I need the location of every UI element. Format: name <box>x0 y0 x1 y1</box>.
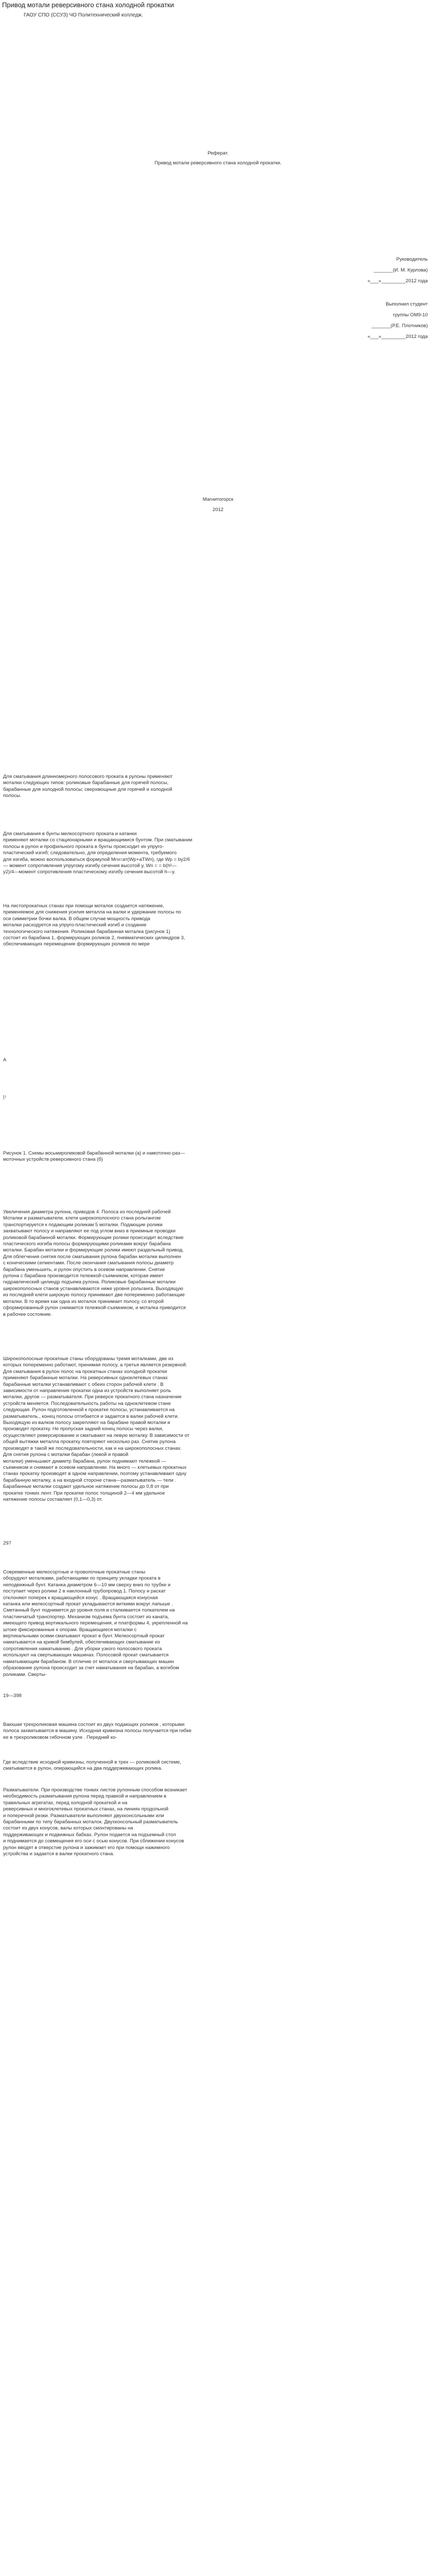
text-line: с конически​ми​ сегментами. После окончания сматывания полосы диаметр <box>3 1260 174 1266</box>
text-line: вертикальными осями сматывают прокат в бунт. Мелкосортный прокат <box>3 1633 165 1639</box>
text-line: рулона с барабана производится тележкой-съемником, которая имеет <box>3 1273 164 1279</box>
text-line: для изгиба, можно воспользоваться формулой Mгн=ат(Wp+aTWn), где Wр = by2/6 <box>3 856 190 862</box>
text-line: следующая. Рулон подготовленной к прокатке полосы, устанавливается на <box>3 1407 175 1413</box>
text-line: моталки. В то время как одна из моталок принимает полосу, со второй <box>3 1298 164 1304</box>
text-line: применяют моталки со стационарными и вращающимися бунтом. При сматывании <box>3 837 193 843</box>
text-line: производят в такой же последовательности, как и на широкополосных станах. <box>3 1445 182 1451</box>
text-line: барабанными по типу барабанных моталок. Двухконсольный разматыватель <box>3 1819 178 1825</box>
text-line: полоса захватывается в машину. Исходная кривизна полосы получается при гибке <box>3 1728 191 1734</box>
text-line: Для сматывания в бунты мелкосортного проката и катанки <box>3 831 137 837</box>
student-role: Выполнил студент <box>386 301 428 307</box>
text-line: используют на свертывающих машинах. Полосовой прокат сматывается <box>3 1652 169 1658</box>
student-name: _______(Р.Е. Плотников) <box>371 323 428 329</box>
supervisor-role: Руководитель <box>396 257 428 262</box>
year: 2012 <box>212 507 224 513</box>
text-line: моточных устройств реверсивного стана (б) <box>3 1157 103 1163</box>
text-line: обеспечивающих перемещение формирующих роликов по мере <box>3 941 150 947</box>
paragraph-5 <box>3 1356 433 1503</box>
text-line: Для облегчения снятия после сматывания рулона барабан моталки выполнен <box>3 1253 181 1260</box>
text-line: катанка или мелкосортный прокат укладываются виткими вокруг лапыше . <box>3 1601 173 1607</box>
text-line: сопротивления наматыванию . Для уборки узкого полосового проката <box>3 1646 162 1652</box>
text-line: зависимости от направления прокатки одна из устройств выполняет роль <box>3 1388 171 1394</box>
org-line: ГАОУ СПО (ССУЗ) ЧО Политехнический колледж. <box>24 12 143 18</box>
text-line: и поперечной резки. Разматыватели выполняют двухконсольными или <box>3 1812 164 1819</box>
text-line: производят прокатку. Не пропуская задний конец полосы через валки, <box>3 1426 164 1432</box>
cover-subject: Привод мотали реверсивного стана холодной прокатки. <box>154 160 282 166</box>
text-line: общей вытяжки металла прокатку повторяют несколько раз. Снятие рулона <box>3 1439 176 1445</box>
text-line: Увеличения диаметра рулона, приводов 4. Полоса из последней рабочей <box>3 1209 171 1215</box>
text-line: технологического натяжения. Роликовая барабанная моталка (рисунок 1) <box>3 928 170 935</box>
text-line: ее в трехроликовом гибочном узле . Передний ко- <box>3 1734 117 1740</box>
figure-label-a: А <box>3 1057 7 1063</box>
text-line: применяемое для снижения усилия металла на валки и удержание полосы по <box>3 909 181 916</box>
text-line: поступает через ролики 2 в наклонный трубопровод 1. Полосу и раскат <box>3 1588 166 1595</box>
text-line: барабанные для холодной полосы; сверхмощные для горячей и холодной <box>3 786 172 792</box>
text-line: Для сматывания длинномерного полосового проката в рулоны применяют <box>3 774 173 779</box>
page-title: Привод мотали реверсивного стана холодной прокатки <box>2 1 174 9</box>
text-line: роликовой барабанной моталки. Формирующие ролики происходит вследствие <box>3 1234 184 1241</box>
text-line: которых попеременно работают, принимая полосу, а третья является резервной. <box>3 1362 187 1368</box>
text-line: На листопрокатных станах при помощи моталок создается натяжение, <box>3 903 164 909</box>
figure-mark: |↑ <box>3 1094 7 1100</box>
text-line: съемником и снимают в осевом направлении. На много — клетьевых прокатных <box>3 1464 187 1470</box>
text-line: пластинчатый транспортер. Механизм подъема бунта состоит из каната, <box>3 1614 169 1620</box>
text-line: в рабочее состояние. <box>3 1311 52 1317</box>
text-line: штоке фиксированные к опорам. Вращающиеся моталки с <box>3 1626 137 1633</box>
text-line: Выходящую из валков полосу закрепляют на барабане правой моталки и <box>3 1420 170 1426</box>
text-line: барабанные моталки устанавливают с обеих сторон рабочей клети . В <box>3 1381 164 1387</box>
text-line: Широкополосные прокатные станы оборудованы тремя моталками, две из <box>3 1356 173 1362</box>
text-line: поддерживающих и подвижных бабках. Рулон подается на подъемный стол <box>3 1832 176 1838</box>
text-line: необходимость разматывания рулона перед правкой и направлением в <box>3 1793 167 1800</box>
text-line: состоит из барабана 1, формирующих роликов 2, пневматических цилиндров 3, <box>3 935 185 941</box>
text-line: Где вследствие исходной кривизны, полученной в трех — роликовой системе, <box>3 1759 181 1765</box>
text-line: гидравлический цилиндр подъема рулона. Роликовые барабанные моталки <box>3 1279 176 1285</box>
student-group: группы ОМ9-10 <box>393 312 428 318</box>
text-line: разматыватель., конец полосы отгибается и задается в валки рабочей клети. <box>3 1413 179 1419</box>
text-line: пластический изгиб; следовательно, для определения момента, требуемого <box>3 850 177 856</box>
text-line: состоит из двух конусов, валы которых смонтированы на <box>3 1825 133 1832</box>
paragraph-7 <box>3 1722 433 1741</box>
text-line: и поднимается до совмещения его оси с осью конусов. При сближении конусов <box>3 1838 184 1844</box>
paragraph-3 <box>3 903 433 948</box>
text-line: устройств меняется. Последовательность работы на одноклетевом стане <box>3 1400 171 1406</box>
paragraph-9 <box>3 1787 433 1857</box>
text-line: захватывают полосу и направляют ее под углом вниз в приемные проводки <box>3 1228 176 1234</box>
paragraph-2 <box>3 831 433 876</box>
text-line: осуществляют реверсирование и сматывают на левую моталку. В зависимости от <box>3 1432 189 1438</box>
text-line: моталки, другое — разматывателя. При реверсе прокатного стана назначение <box>3 1394 182 1400</box>
text-line: Ваюшая трехроликовая машина состоит из двух подающих роликов , которыми <box>3 1722 185 1727</box>
text-line: барабанную моталку, а на входной стороне стана—разматыватель — тели . <box>3 1477 177 1483</box>
paragraph-6 <box>3 1569 433 1678</box>
text-line: моталки расходуется на упруго-пластический изгиб и создание <box>3 922 147 928</box>
text-line: отклоняют поперек к вращающейся конус . Вращающаяся конусная <box>3 1595 158 1601</box>
text-line: имеющего привод вертикального перемещения, и платформы 4, укрепленной на <box>3 1620 188 1626</box>
text-line: пластического изгиба полосы формирующими роликами вокруг барабана <box>3 1241 171 1247</box>
text-line: Для сматывания в рулон полос на прокатных станах холодной прокатки <box>3 1368 167 1375</box>
text-line: барабана уменьшить, и рулон опустить в осевом направлении. Снятие <box>3 1266 165 1273</box>
text-line: реверсивных и многоклетевых прокатных станах, на линиях продольной <box>3 1806 169 1812</box>
text-line: широкополосных станов устанавливаются ниже уровня рольганга. Выходящую <box>3 1285 183 1292</box>
text-line: устройства и задается в валки прокатного стана. <box>3 1851 114 1857</box>
student-date: «___»_________2012 года <box>368 334 428 340</box>
figure-caption <box>3 1150 433 1163</box>
page-number: 19—398 <box>3 1693 22 1699</box>
text-line: неподвижный бунт. Катанка диаметром 6—10 мм сверху вниз по трубке и <box>3 1582 171 1588</box>
text-line: полосы. <box>3 793 22 799</box>
text-line: Современные мелкосортные и проволочные прокатные станы <box>3 1569 146 1575</box>
text-line: Разматыватели. При производстве тонких листов рулонным способом возникает <box>3 1787 187 1793</box>
text-line: натяжение полосы составляет (0,1—0,3) от. <box>3 1496 103 1502</box>
text-line: рулон вводят в отверстие рулона и зажимает его при помощи нажимного <box>3 1844 170 1851</box>
text-line: станах прокатку производят в одном направлении, поэтому устанавливают одну <box>3 1471 186 1477</box>
text-line: оборудуют моталками, работающими по принципу укладки проката в <box>3 1575 161 1582</box>
paragraph-1 <box>3 774 433 800</box>
text-line: Моталки и разматыватели. клети широкополосного стана рольгангом <box>3 1215 161 1222</box>
city: Магнитогорск <box>202 497 234 502</box>
text-line: оси симметрии бочки валка. В общем случае мощность привода <box>3 916 150 922</box>
text-line: роликами. Сверты- <box>3 1671 47 1677</box>
text-line: Барабанные моталки создают удельное натяжение полосы до 0,8 от при <box>3 1484 169 1490</box>
supervisor-name: _______(И. М. Курлова) <box>374 267 428 273</box>
paragraph-8 <box>3 1759 433 1772</box>
text-line: полосы в рулон и профильного проката в бунты происходит их упруго- <box>3 843 164 850</box>
text-line: моталки. Барабан моталки и формирующие ролики имеют раздельный привод. <box>3 1247 184 1253</box>
text-line: наматывается на кривой бимбулей, обеспечивающих сматывание из <box>3 1639 160 1646</box>
text-line: моталки) уменьшают диаметр барабана, рулон поднимают тележкой — <box>3 1458 166 1464</box>
supervisor-date: «___»_________2012 года <box>368 278 428 284</box>
text-line: Рисунок 1. Схемы восьмироликовой барабанной моталки (а) и намоточно-раз— <box>3 1150 185 1156</box>
page-number: 297 <box>3 1540 11 1546</box>
text-line: образование рулона происходит за счет наматывания на барабан, а вогибом <box>3 1665 179 1671</box>
text-line: Для снятия рулона с моталки барабан (левой и правой <box>3 1452 129 1458</box>
text-line: применяют барабанные моталки. На реверсивных одноклетевых станах <box>3 1375 168 1381</box>
text-line: из последней клети широкую полосу принимают две попеременно работающие <box>3 1292 185 1298</box>
text-line: сматывается в рулон, опирающийся на два поддерживающих ролика. <box>3 1766 163 1772</box>
text-line: прокатке тонких лент. При прокатке полос толщиной 2—4 мм удельное <box>3 1490 165 1496</box>
text-line: травильных агрегатах, перед холодной прокаткой и на <box>3 1800 128 1806</box>
cover-heading: Реферат. <box>207 150 229 156</box>
text-line: — момент сопротивления упругому изгибу сечения высотой у, Wn = = b(h²— <box>3 863 177 869</box>
text-line: моталки следующих типов: роликовые барабанные для горячей полосы, <box>3 780 169 786</box>
text-line: транспортируется к подающим роликам 5 моталки. Подающие ролики <box>3 1222 163 1228</box>
text-line: y2)/4—момент сопротивления пластическому изгибу сечения высотой h—y. <box>3 869 176 875</box>
text-line: Сметанный бунт поднимется до уровня поля и сталкивается толкателем на <box>3 1607 175 1614</box>
text-line: сформированный рулон снимается тележкой-съемником, и моталка приводится <box>3 1305 186 1311</box>
paragraph-4 <box>3 1209 433 1318</box>
text-line: наматывающим барабаном. В отличие от моталок и свертывающих машин <box>3 1658 175 1665</box>
